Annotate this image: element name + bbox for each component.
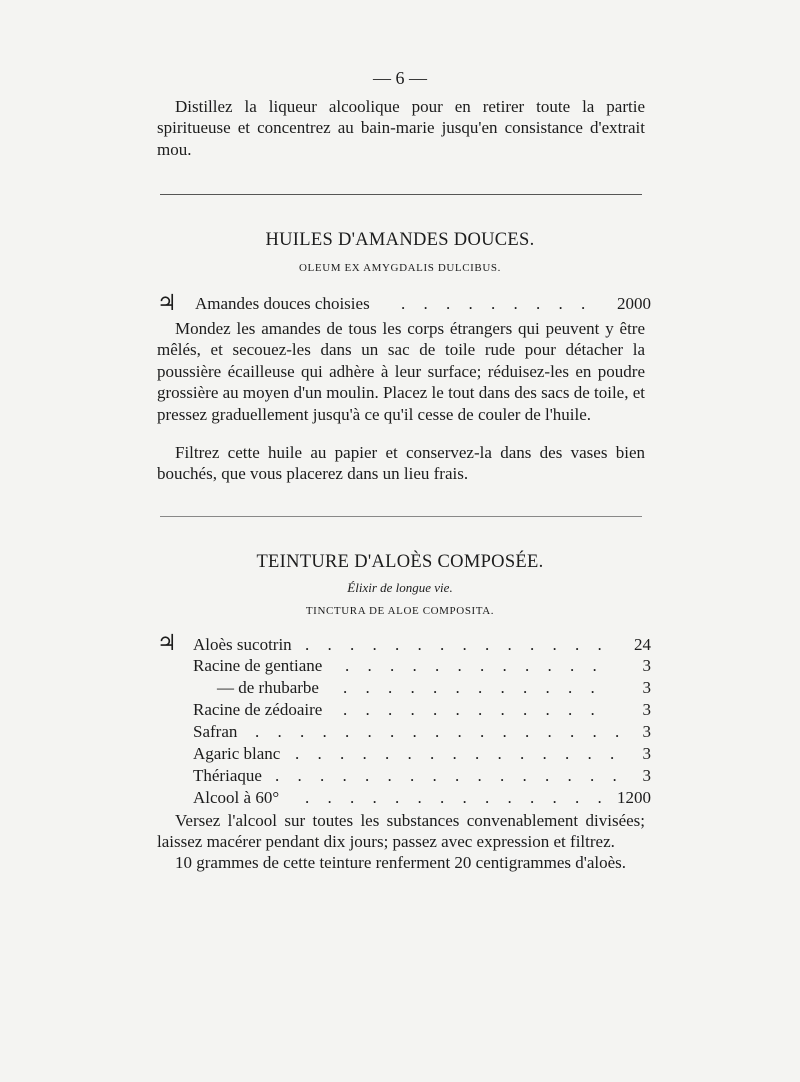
section-divider [160, 516, 642, 517]
leader-dots: . . . . . . . . . . . . [343, 700, 602, 719]
intro-paragraph: Distillez la liqueur alcoolique pour en retirer toute la partie spiritueuse et concentrez au bain-marie jusqu'en consistance d'extrait mou. [157, 97, 645, 159]
instructions-paragraph: Versez l'alcool sur toutes les substances convenablement divisées; laissez macérer pendant dix jours; passez avec expression et filtrez. [157, 811, 645, 852]
instructions-paragraph: Mondez les amandes de tous les corps étrangers qui peuvent y être mêlés, et secouez-les dans un sac de toile rude pour détacher la poussière écailleuse qui adhère à leur surface; réduisez-les en poudre grossière au moyen d'un moulin. Placez le tout dans des sacs de toile, et pressez graduellement jusqu'à ce qu'il cesse de couler de l'huile. [157, 319, 645, 424]
section-title-huiles: HUILES D'AMANDES DOUCES. [265, 230, 535, 250]
ingredient-name: Racine de zédoaire [193, 700, 323, 719]
ingredient-name: Alcool à 60° [193, 788, 280, 807]
instructions-paragraph: 10 grammes de cette teinture renferment 20 centigrammes d'aloès. [175, 853, 627, 872]
ingredient-name: Agaric blanc [193, 744, 281, 763]
ingredient-row [193, 700, 651, 721]
ingredient-quantity: 1200 [617, 788, 651, 807]
recipe-symbol: ♃ [157, 630, 177, 655]
page-number: — 6 — [373, 68, 427, 88]
leader-dots: . . . . . . . . . [401, 294, 593, 313]
leader-dots: . . . . . . . . . . . . . . [305, 788, 609, 807]
section-latin-title-teinture: TINCTURA DE ALOE COMPOSITA. [305, 605, 495, 617]
section-title-teinture: TEINTURE D'ALOÈS COMPOSÉE. [256, 552, 544, 572]
ingredient-row [193, 722, 651, 743]
ingredient-row [195, 294, 651, 315]
leader-dots: . . . . . . . . . . . . . . [305, 635, 609, 654]
ingredient-row [193, 635, 651, 656]
ingredient-quantity: 24 [634, 635, 651, 654]
ingredient-name: Safran [193, 722, 238, 741]
ingredient-quantity: 3 [642, 678, 651, 697]
ingredient-name: Thériaque [193, 766, 262, 785]
leader-dots: . . . . . . . . . . . . [343, 678, 602, 697]
section-subtitle: Élixir de longue vie. [347, 580, 453, 595]
ingredient-row [193, 744, 651, 765]
leader-dots: . . . . . . . . . . . . . . . . . [255, 722, 627, 741]
ingredient-row [193, 788, 651, 809]
ingredient-quantity: 3 [642, 766, 651, 785]
ingredient-quantity: 3 [642, 744, 651, 763]
ingredient-name: Racine de gentiane [193, 656, 323, 675]
ingredient-row [193, 766, 651, 787]
recipe-symbol: ♃ [157, 290, 177, 315]
ingredient-quantity: 3 [642, 656, 651, 675]
ingredient-name: Aloès sucotrin [193, 635, 292, 654]
instructions-paragraph: Filtrez cette huile au papier et conservez-la dans des vases bien bouchés, que vous placerez dans un lieu frais. [157, 443, 645, 484]
ingredient-quantity: 3 [642, 700, 651, 719]
section-latin-title-huiles: OLEUM EX AMYGDALIS DULCIBUS. [299, 262, 501, 274]
leader-dots: . . . . . . . . . . . . [345, 656, 604, 675]
leader-dots: . . . . . . . . . . . . . . . . [275, 766, 624, 785]
section-divider [160, 194, 642, 195]
ingredient-quantity: 2000 [617, 294, 651, 313]
ingredient-quantity: 3 [642, 722, 651, 741]
leader-dots: . . . . . . . . . . . . . . . [295, 744, 622, 763]
ingredient-name: — de rhubarbe [217, 678, 319, 697]
ingredient-row [193, 656, 651, 677]
ingredient-name: Amandes douces choisies [195, 294, 370, 313]
ingredient-row [193, 678, 651, 699]
